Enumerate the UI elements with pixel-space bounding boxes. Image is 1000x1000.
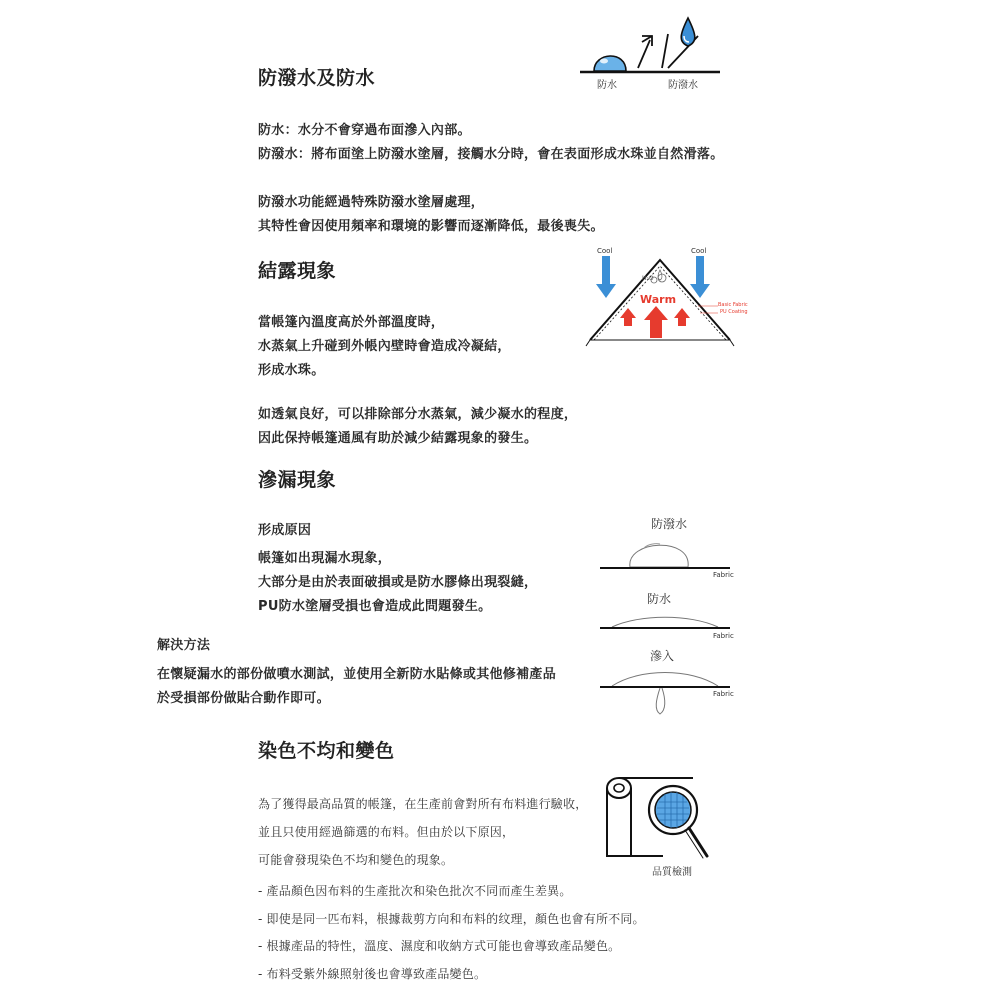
color-bullet-1: - 產品顏色因布料的生產批次和染色批次不同而產生差異。 <box>258 884 572 898</box>
water-repellent-definition: 防潑水：將布面塗上防潑水塗層，接觸水分時，會在表面形成水珠並自然滑落。 <box>258 147 724 162</box>
waterproof-definition: 防水：水分不會穿過布面滲入內部。 <box>258 123 471 138</box>
diagram-label-water-repellent: 防潑水 <box>668 80 698 91</box>
leak-diagram-label-seep: 滲入 <box>650 649 675 663</box>
label-cool-right: Cool <box>691 247 707 255</box>
fabric-label-1: Fabric <box>713 571 734 579</box>
label-warm: Warm <box>640 293 677 306</box>
label-h2o: H₂O <box>642 275 654 282</box>
section-title-leak: 滲漏現象 <box>258 469 337 491</box>
leak-cause-line-2: 大部分是由於表面破損或是防水膠條出現裂縫， <box>258 575 538 590</box>
leak-diagram-flat <box>600 604 730 630</box>
section-title-color: 染色不均和變色 <box>258 740 395 762</box>
quality-inspection-label: 品質檢測 <box>652 867 692 878</box>
color-line-2: 並且只使用經過篩選的布料。但由於以下原因， <box>258 825 515 839</box>
leak-diagram-label-repellent: 防潑水 <box>651 517 688 531</box>
leak-solution-line-1: 在懷疑漏水的部份做噴水測試，並使用全新防水貼條或其他修補產品 <box>157 667 557 682</box>
leak-solution-line-2: 於受損部份做貼合動作即可。 <box>157 691 330 706</box>
condensation-line-5: 因此保持帳篷通風有助於減少結露現象的發生。 <box>258 431 538 446</box>
label-pu-coating: PU Coating <box>720 309 748 315</box>
condensation-line-3: 形成水珠。 <box>258 363 325 378</box>
water-repellent-note-2: 其特性會因使用頻率和環境的影響而逐漸降低，最後喪失。 <box>258 219 604 234</box>
color-line-3: 可能會發現染色不均和變色的現象。 <box>258 853 454 867</box>
section-title-waterproof: 防潑水及防水 <box>258 67 376 89</box>
diagram-label-waterproof: 防水 <box>597 80 617 91</box>
label-basic-fabric: Basic Fabric <box>718 302 748 308</box>
leak-diagram-bead <box>600 530 730 572</box>
color-line-1: 為了獲得最高品質的帳篷，在生產前會對所有布料進行驗收， <box>258 797 588 811</box>
water-repellent-diagram <box>580 12 720 78</box>
condensation-line-4: 如透氣良好，可以排除部分水蒸氣，減少凝水的程度， <box>258 407 578 422</box>
leak-solution-title: 解決方法 <box>157 638 211 653</box>
color-bullet-4: - 布料受紫外線照射後也會導致產品變色。 <box>258 967 487 981</box>
section-title-condensation: 結露現象 <box>258 260 337 282</box>
leak-cause-line-3: PU防水塗層受損也會造成此問題發生。 <box>258 599 492 614</box>
leak-cause-title: 形成原因 <box>258 523 312 538</box>
leak-cause-line-1: 帳篷如出現漏水現象， <box>258 551 392 566</box>
fabric-label-3: Fabric <box>713 690 734 698</box>
leak-diagram-label-waterproof: 防水 <box>647 592 672 606</box>
water-repellent-note-1: 防潑水功能經過特殊防潑水塗層處理， <box>258 195 485 210</box>
color-bullet-2: - 即使是同一匹布料，根據裁剪方向和布料的纹理，顏色也會有所不同。 <box>258 912 645 926</box>
leak-diagram-seep <box>600 660 730 722</box>
color-bullet-3: - 根據產品的特性，溫度、濕度和收納方式可能也會導致產品變色。 <box>258 939 621 953</box>
label-cool-left: Cool <box>597 247 613 255</box>
condensation-line-1: 當帳篷內溫度高於外部溫度時， <box>258 315 445 330</box>
fabric-label-2: Fabric <box>713 632 734 640</box>
quality-inspection-icon <box>603 770 715 866</box>
condensation-line-2: 水蒸氣上升碰到外帳內壁時會造成冷凝結， <box>258 339 511 354</box>
